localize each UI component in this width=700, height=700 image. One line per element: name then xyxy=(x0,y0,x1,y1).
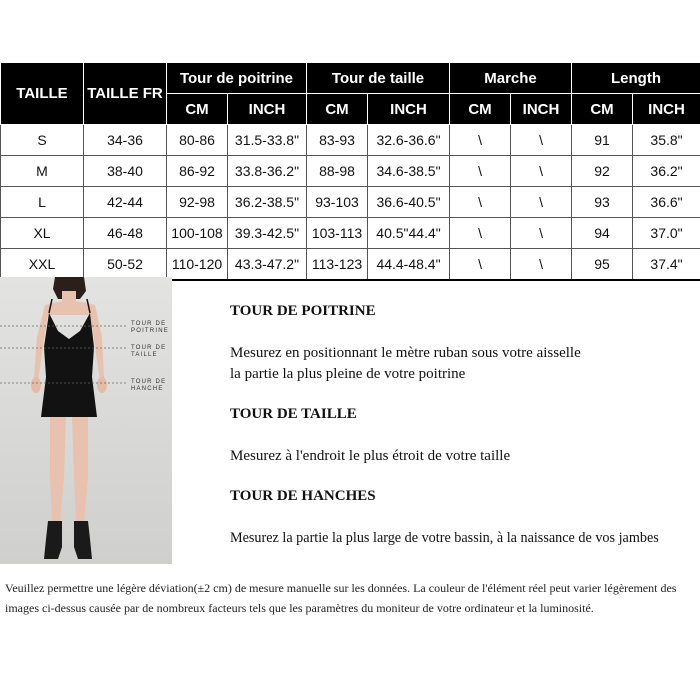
cell-chest-cm: 110-120 xyxy=(167,249,228,281)
cell-size: XL xyxy=(1,218,84,249)
cell-length-cm: 92 xyxy=(572,156,633,187)
header-row-top xyxy=(1,63,700,94)
label-chest-line1: TOUR DE xyxy=(131,321,167,327)
cell-size-fr: 46-48 xyxy=(84,218,167,249)
cell-waist-cm: 113-123 xyxy=(307,249,368,281)
size-chart-table xyxy=(0,62,700,281)
chest-text-line1: Mesurez en positionnant le mètre ruban sous votre aisselle xyxy=(230,345,581,361)
unit-cm: CM xyxy=(307,94,368,125)
cell-chest-cm: 92-98 xyxy=(167,187,228,218)
cell-size-fr: 38-40 xyxy=(84,156,167,187)
cell-waist-inch: 32.6-36.6" xyxy=(368,125,450,156)
cell-waist-inch: 44.4-48.4" xyxy=(368,249,450,281)
cell-marche-cm: \ xyxy=(450,218,511,249)
label-waist xyxy=(131,345,166,359)
unit-cm: CM xyxy=(450,94,511,125)
chest-text-line2: la partie la plus pleine de votre poitrine xyxy=(230,366,466,382)
cell-marche-cm: \ xyxy=(450,187,511,218)
chest-title: TOUR DE POITRINE xyxy=(230,303,376,319)
cell-length-cm: 94 xyxy=(572,218,633,249)
cell-length-inch: 36.2" xyxy=(633,156,700,187)
cell-waist-cm: 103-113 xyxy=(307,218,368,249)
cell-size-fr: 42-44 xyxy=(84,187,167,218)
cell-waist-cm: 88-98 xyxy=(307,156,368,187)
cell-marche-inch: \ xyxy=(511,125,572,156)
table-row xyxy=(1,125,700,156)
label-waist-line1: TOUR DE xyxy=(131,345,167,351)
cell-marche-inch: \ xyxy=(511,156,572,187)
cell-length-cm: 95 xyxy=(572,249,633,281)
cell-size: S xyxy=(1,125,84,156)
cell-waist-inch: 40.5"44.4" xyxy=(368,218,450,249)
unit-inch: INCH xyxy=(511,94,572,125)
unit-cm: CM xyxy=(572,94,633,125)
cell-marche-inch: \ xyxy=(511,249,572,281)
header-size: TAILLE xyxy=(1,63,84,125)
header-size-fr: TAILLE FR xyxy=(84,63,167,125)
cell-waist-cm: 93-103 xyxy=(307,187,368,218)
unit-inch: INCH xyxy=(228,94,307,125)
cell-marche-cm: \ xyxy=(450,249,511,281)
hip-text-line1: Mesurez la partie la plus large de votre bassin, à la naissance de vos jambes xyxy=(230,530,659,546)
header-chest: Tour de poitrine xyxy=(167,63,307,94)
hip-title: TOUR DE HANCHES xyxy=(230,488,376,504)
cell-chest-inch: 33.8-36.2" xyxy=(228,156,307,187)
cell-chest-inch: 39.3-42.5" xyxy=(228,218,307,249)
unit-inch: INCH xyxy=(633,94,700,125)
cell-waist-cm: 83-93 xyxy=(307,125,368,156)
header-marche: Marche xyxy=(450,63,572,94)
cell-chest-cm: 86-92 xyxy=(167,156,228,187)
cell-chest-cm: 80-86 xyxy=(167,125,228,156)
unit-cm: CM xyxy=(167,94,228,125)
cell-length-inch: 36.6" xyxy=(633,187,700,218)
cell-size-fr: 34-36 xyxy=(84,125,167,156)
cell-chest-inch: 31.5-33.8" xyxy=(228,125,307,156)
cell-chest-inch: 36.2-38.5" xyxy=(228,187,307,218)
label-chest xyxy=(131,321,169,335)
cell-length-inch: 35.8" xyxy=(633,125,700,156)
cell-size: M xyxy=(1,156,84,187)
table-row xyxy=(1,187,700,218)
disclaimer-note: Veuillez permettre une légère déviation(±2 cm) de mesure manuelle sur les données. La couleur de l'élément réel peut varier légèrement des images ci-dessus causée par de nombreux facteurs tels que les paramètres du moniteur de votre ordinateur et la luminosité. xyxy=(5,581,677,615)
cell-waist-inch: 36.6-40.5" xyxy=(368,187,450,218)
header-waist: Tour de taille xyxy=(307,63,450,94)
cell-marche-cm: \ xyxy=(450,125,511,156)
cell-length-cm: 93 xyxy=(572,187,633,218)
label-chest-line2: POITRINE xyxy=(131,328,169,334)
unit-inch: INCH xyxy=(368,94,450,125)
label-hip-line2: HANCHE xyxy=(131,386,164,392)
cell-chest-cm: 100-108 xyxy=(167,218,228,249)
cell-size: XXL xyxy=(1,249,84,281)
model-photo xyxy=(0,277,172,564)
table-row xyxy=(1,249,700,281)
cell-size-fr: 50-52 xyxy=(84,249,167,281)
cell-size: L xyxy=(1,187,84,218)
label-hip-line1: TOUR DE xyxy=(131,379,167,385)
table-row xyxy=(1,156,700,187)
waist-title: TOUR DE TAILLE xyxy=(230,406,357,422)
cell-length-cm: 91 xyxy=(572,125,633,156)
table-row xyxy=(1,218,700,249)
cell-length-inch: 37.0" xyxy=(633,218,700,249)
cell-marche-inch: \ xyxy=(511,187,572,218)
label-waist-line2: TAILLE xyxy=(131,352,158,358)
cell-length-inch: 37.4" xyxy=(633,249,700,281)
header-length: Length xyxy=(572,63,700,94)
waist-text-line1: Mesurez à l'endroit le plus étroit de votre taille xyxy=(230,448,511,464)
cell-chest-inch: 43.3-47.2" xyxy=(228,249,307,281)
cell-waist-inch: 34.6-38.5" xyxy=(368,156,450,187)
cell-marche-cm: \ xyxy=(450,156,511,187)
cell-marche-inch: \ xyxy=(511,218,572,249)
label-hip xyxy=(131,379,166,393)
